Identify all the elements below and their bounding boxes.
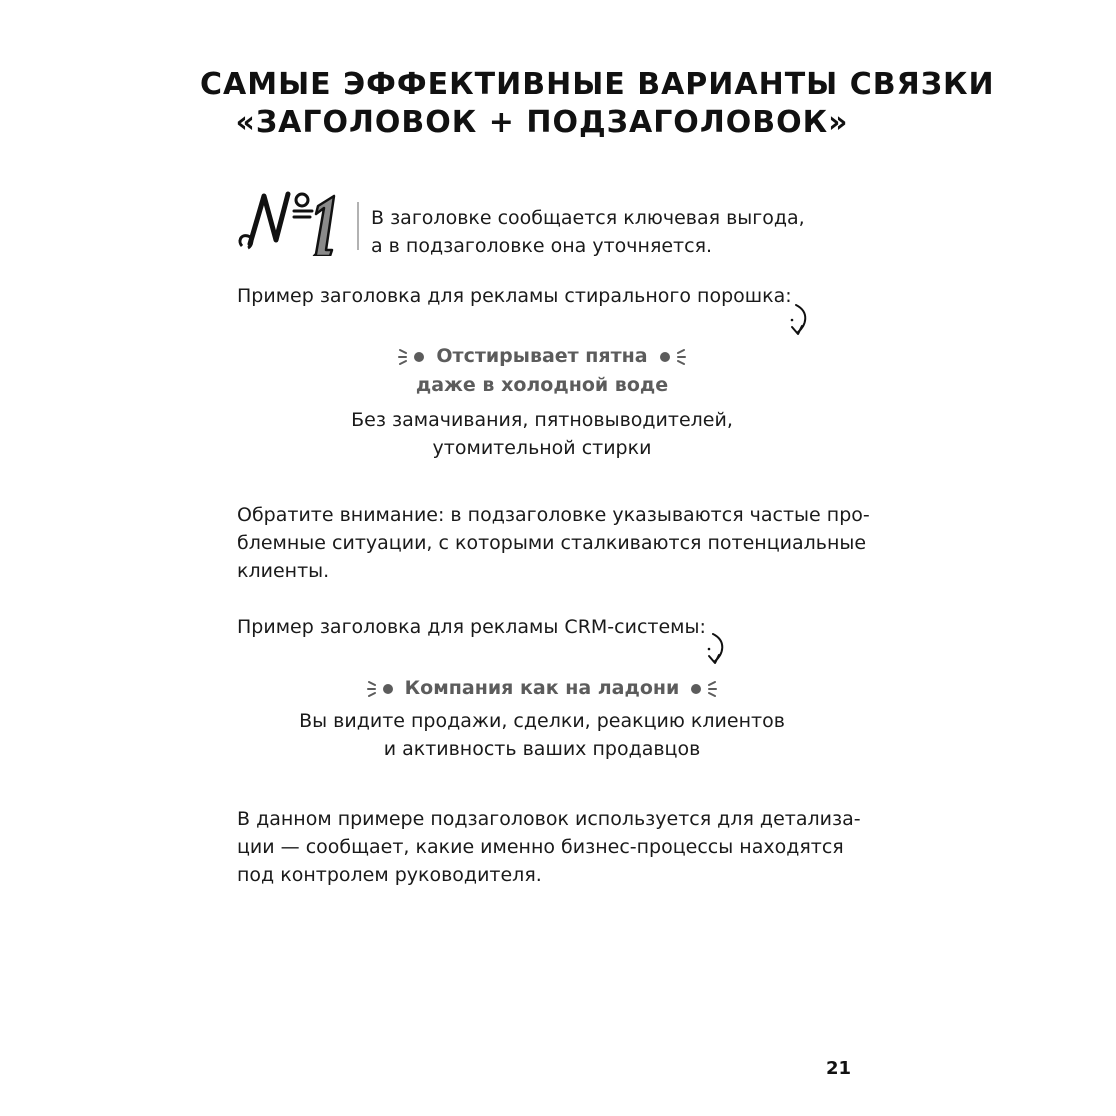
note2-line-1: В данном примере подзаголовок используется для детализа- (237, 808, 861, 830)
example1-intro-text: Пример заголовка для рекламы стирального порошка: (237, 285, 792, 307)
page-number: 21 (826, 1058, 852, 1079)
curved-arrow-icon (788, 302, 812, 342)
example1-intro (237, 282, 849, 310)
note1-line-2: блемные ситуации, с которыми сталкиваются потенциальные (237, 532, 867, 554)
example1-headline-line-2: даже в холодной воде (415, 374, 669, 396)
sparkle-dot-left-icon (367, 680, 395, 698)
note2-paragraph (237, 805, 861, 889)
example2-sub-line-1: Вы видите продажи, сделки, реакцию клиентов (299, 710, 785, 732)
example2-headline-row (200, 674, 884, 703)
page-title-line-2: «ЗАГОЛОВОК + ПОДЗАГОЛОВОК» (235, 105, 849, 140)
note1-paragraph (237, 501, 870, 585)
note1-line-1: Обратите внимание: в подзаголовке указываются частые про- (237, 504, 870, 526)
note1-line-3: клиенты. (237, 560, 330, 582)
example2-headline: Компания как на ладони (404, 677, 680, 699)
example2-intro-text: Пример заголовка для рекламы CRM-системы: (237, 616, 706, 638)
item1-text (371, 204, 805, 260)
example1-headline-line-1: Отстирывает пятна (436, 345, 648, 367)
page-title-line-1: САМЫЕ ЭФФЕКТИВНЫЕ ВАРИАНТЫ СВЯЗКИ (200, 67, 995, 102)
example1-sub-line-1: Без замачивания, пятновыводителей, (351, 409, 733, 431)
item1-text-line-1: В заголовке сообщается ключевая выгода, (371, 207, 805, 229)
example2-intro (237, 613, 849, 641)
page-title (200, 66, 995, 142)
sparkle-dot-right-icon (658, 348, 686, 366)
example2-sub-line-2: и активность ваших продавцов (383, 738, 701, 760)
curved-arrow-icon (705, 631, 729, 671)
example1-block (200, 342, 884, 462)
sparkle-dot-left-icon (398, 348, 426, 366)
sparkle-dot-right-icon (689, 680, 717, 698)
example1-headline-row-1 (200, 342, 884, 371)
note2-line-2: ции — сообщает, какие именно бизнес-процессы находятся (237, 836, 844, 858)
note2-line-3: под контролем руководителя. (237, 864, 542, 886)
item1-text-line-2: а в подзаголовке она уточняется. (371, 235, 713, 257)
number-one-badge-icon (236, 184, 362, 256)
example2-block (200, 674, 884, 763)
example1-sub-line-2: утомительной стирки (432, 437, 652, 459)
